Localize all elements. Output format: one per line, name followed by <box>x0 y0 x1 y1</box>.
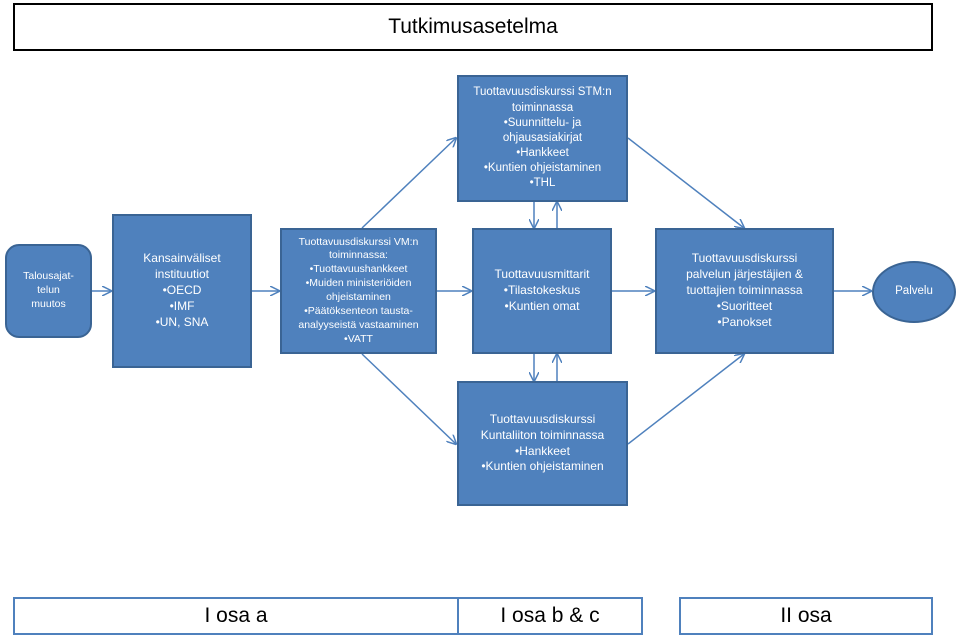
node-line: Tuottavuusdiskurssi <box>489 411 596 426</box>
node-line: muutos <box>31 297 66 310</box>
node-line: •THL <box>529 177 556 190</box>
node-line: Talousajat- <box>23 270 74 283</box>
node-line: •Tilastokeskus <box>503 283 581 298</box>
node-line: •Päätöksenteon tausta- <box>304 304 413 317</box>
node-line: toiminnassa: <box>329 249 388 262</box>
diagram-title: Tutkimusasetelma <box>13 3 933 51</box>
node-line: analyyseistä vastaaminen <box>298 318 419 331</box>
node-palvelu <box>872 261 956 323</box>
node-line: •Kuntien ohjeistaminen <box>483 162 602 175</box>
bottom-part-bc: I osa b & c <box>457 597 643 635</box>
node-line: palvelun järjestäjien & <box>686 267 803 282</box>
arrow-stm-palvelun <box>628 138 744 228</box>
node-line: •Tuottavuushankkeet <box>309 263 408 276</box>
bottom-part-2: II osa <box>679 597 933 635</box>
node-line: Tuottavuusmittarit <box>494 267 590 282</box>
node-line: •Hankkeet <box>515 443 570 458</box>
node-line: •Hankkeet <box>516 147 569 160</box>
node-line: ohjausasiakirjat <box>502 131 583 144</box>
node-line: •Muiden ministeriöiden <box>305 277 412 290</box>
node-vm-diskurssi <box>280 228 437 354</box>
node-line: •Panokset <box>717 314 772 329</box>
bottom-part-a: I osa a <box>13 597 459 635</box>
node-line: •Suunnittelu- ja <box>503 116 582 129</box>
node-line: •OECD <box>162 283 202 298</box>
node-line: •Suoritteet <box>716 298 773 313</box>
node-line: Tuottavuusdiskurssi VM:n <box>298 235 419 248</box>
node-tuottavuusmittarit <box>472 228 612 354</box>
node-kansainvaliset-instituutiot <box>112 214 252 368</box>
node-line: Kuntaliiton toiminnassa <box>480 427 605 442</box>
node-line: •IMF <box>169 298 195 313</box>
node-line: Palvelu <box>895 285 933 298</box>
node-line: tuottajien toiminnassa <box>686 283 803 298</box>
node-kuntaliitto-diskurssi <box>457 381 628 506</box>
node-line: ohjeistaminen <box>326 291 391 303</box>
node-line: Kansainväliset <box>143 251 221 266</box>
node-line: •Kuntien ohjeistaminen <box>481 459 604 474</box>
node-line: •VATT <box>344 332 373 345</box>
node-stm-diskurssi <box>457 75 628 202</box>
node-line: Tuottavuusdiskurssi <box>691 251 798 266</box>
arrow-vm-stm <box>362 138 456 228</box>
node-line: telun <box>37 284 60 297</box>
arrow-kuntaliitto-palvelun <box>628 354 744 444</box>
node-line: Tuottavuusdiskurssi STM:n <box>473 86 612 99</box>
node-line: •Kuntien omat <box>504 298 580 313</box>
node-line: toiminnassa <box>511 101 574 114</box>
arrow-vm-kuntaliitto <box>362 354 456 444</box>
node-talousajattelu <box>5 244 92 338</box>
node-line: instituutiot <box>154 267 210 282</box>
node-line: •UN, SNA <box>155 314 209 329</box>
node-palvelun-jarjestajat <box>655 228 834 354</box>
